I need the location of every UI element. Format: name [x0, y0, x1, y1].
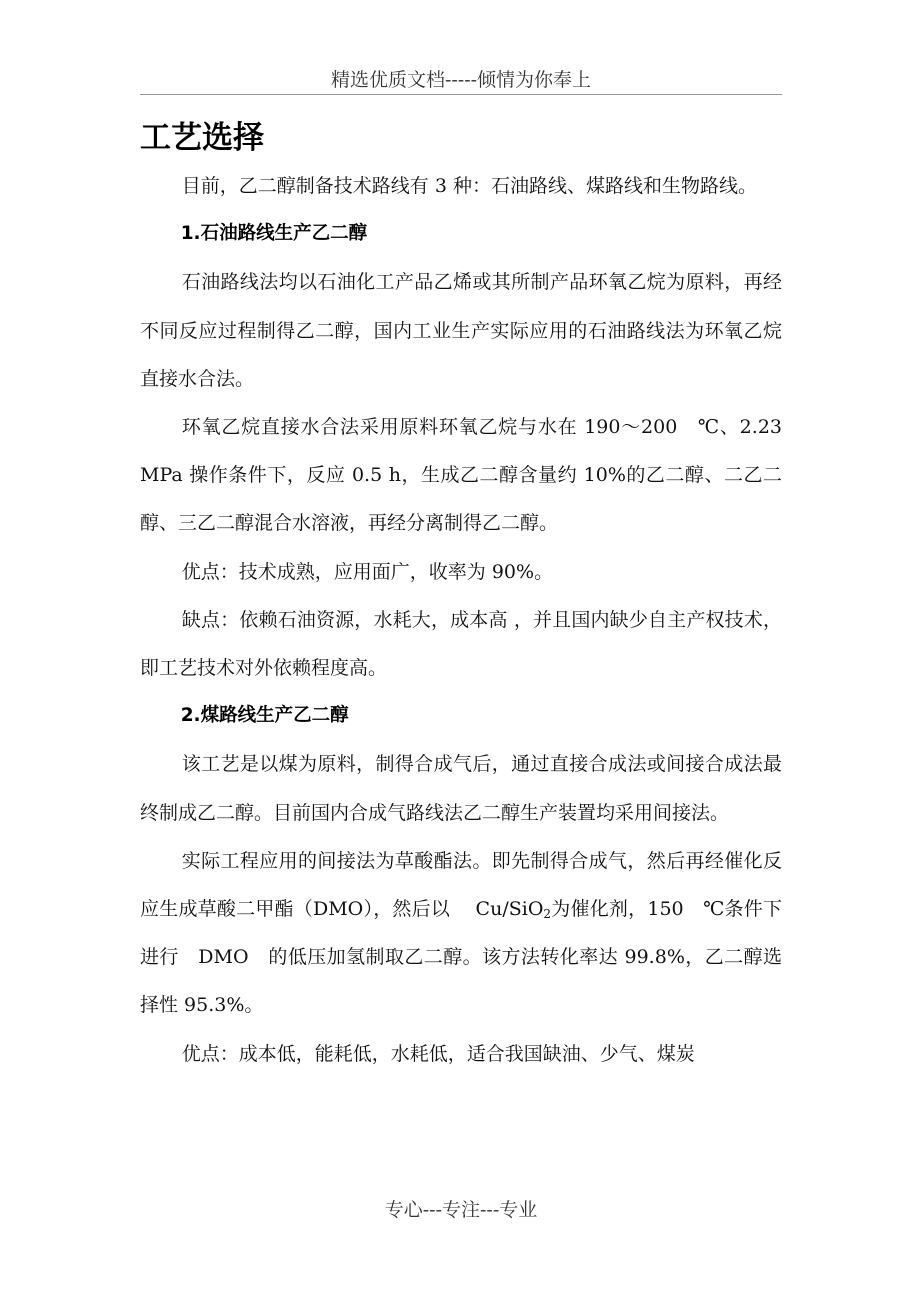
section2-heading: 2.煤路线生产乙二醇 [180, 705, 349, 727]
intro-paragraph: 目前，乙二醇制备技术路线有 3 种：石油路线、煤路线和生物路线。 [181, 175, 757, 197]
section2-p2-before: 实际工程应用的间接法为草酸酯法。即先制得合成气，然后再经催化反应生成草酸二甲酯（DMO），然后以 Cu/SiO [140, 849, 782, 921]
section1-paragraph-1: 石油路线法均以石油化工产品乙烯或其所制产品环氧乙烷为原料，再经不同反应过程制得乙二醇，国内工业生产实际应用的石油路线法为环氧乙烷直接水合法。 [140, 271, 782, 390]
section2-advantage: 优点：成本低，能耗低，水耗低，适合我国缺油、少气、煤炭 [181, 1042, 695, 1065]
section2-paragraph-1: 该工艺是以煤为原料，制得合成气后，通过直接合成法或间接合成法最终制成乙二醇。目前国内合成气路线法乙二醇生产装置均采用间接法。 [140, 753, 782, 824]
section1-heading: 1.石油路线生产乙二醇 [180, 223, 368, 245]
section1-paragraph-2: 环氧乙烷直接水合法采用原料环氧乙烷与水在 190～200 ℃、2.23 MPa 操作条件下，反应 0.5 h，生成乙二醇含量约 10%的乙二醇、二乙二醇、三乙二醇混合水溶液，再经分离制得乙二醇。 [140, 416, 782, 535]
document-body [140, 162, 782, 1078]
page-footer: 专心---专注---专业 [384, 1199, 538, 1221]
section1-disadvantage: 缺点：依赖石油资源，水耗大，成本高 ，并且国内缺少自主产权技术，即工艺技术对外依赖程度高。 [140, 608, 782, 680]
section2-p2-after: 为催化剂，150 ℃条件下进行 DMO 的低压加氢制取乙二醇。该方法转化率达 99.8%，乙二醇选择性 95.3%。 [140, 898, 782, 1017]
subscript-2: 2 [543, 907, 552, 922]
page-header: 精选优质文档-----倾情为你奉上 [140, 66, 782, 95]
section2-paragraph-2 [140, 837, 782, 1030]
section1-advantage: 优点：技术成熟，应用面广，收率为 90%。 [181, 560, 554, 583]
document-title: 工艺选择 [140, 120, 264, 156]
